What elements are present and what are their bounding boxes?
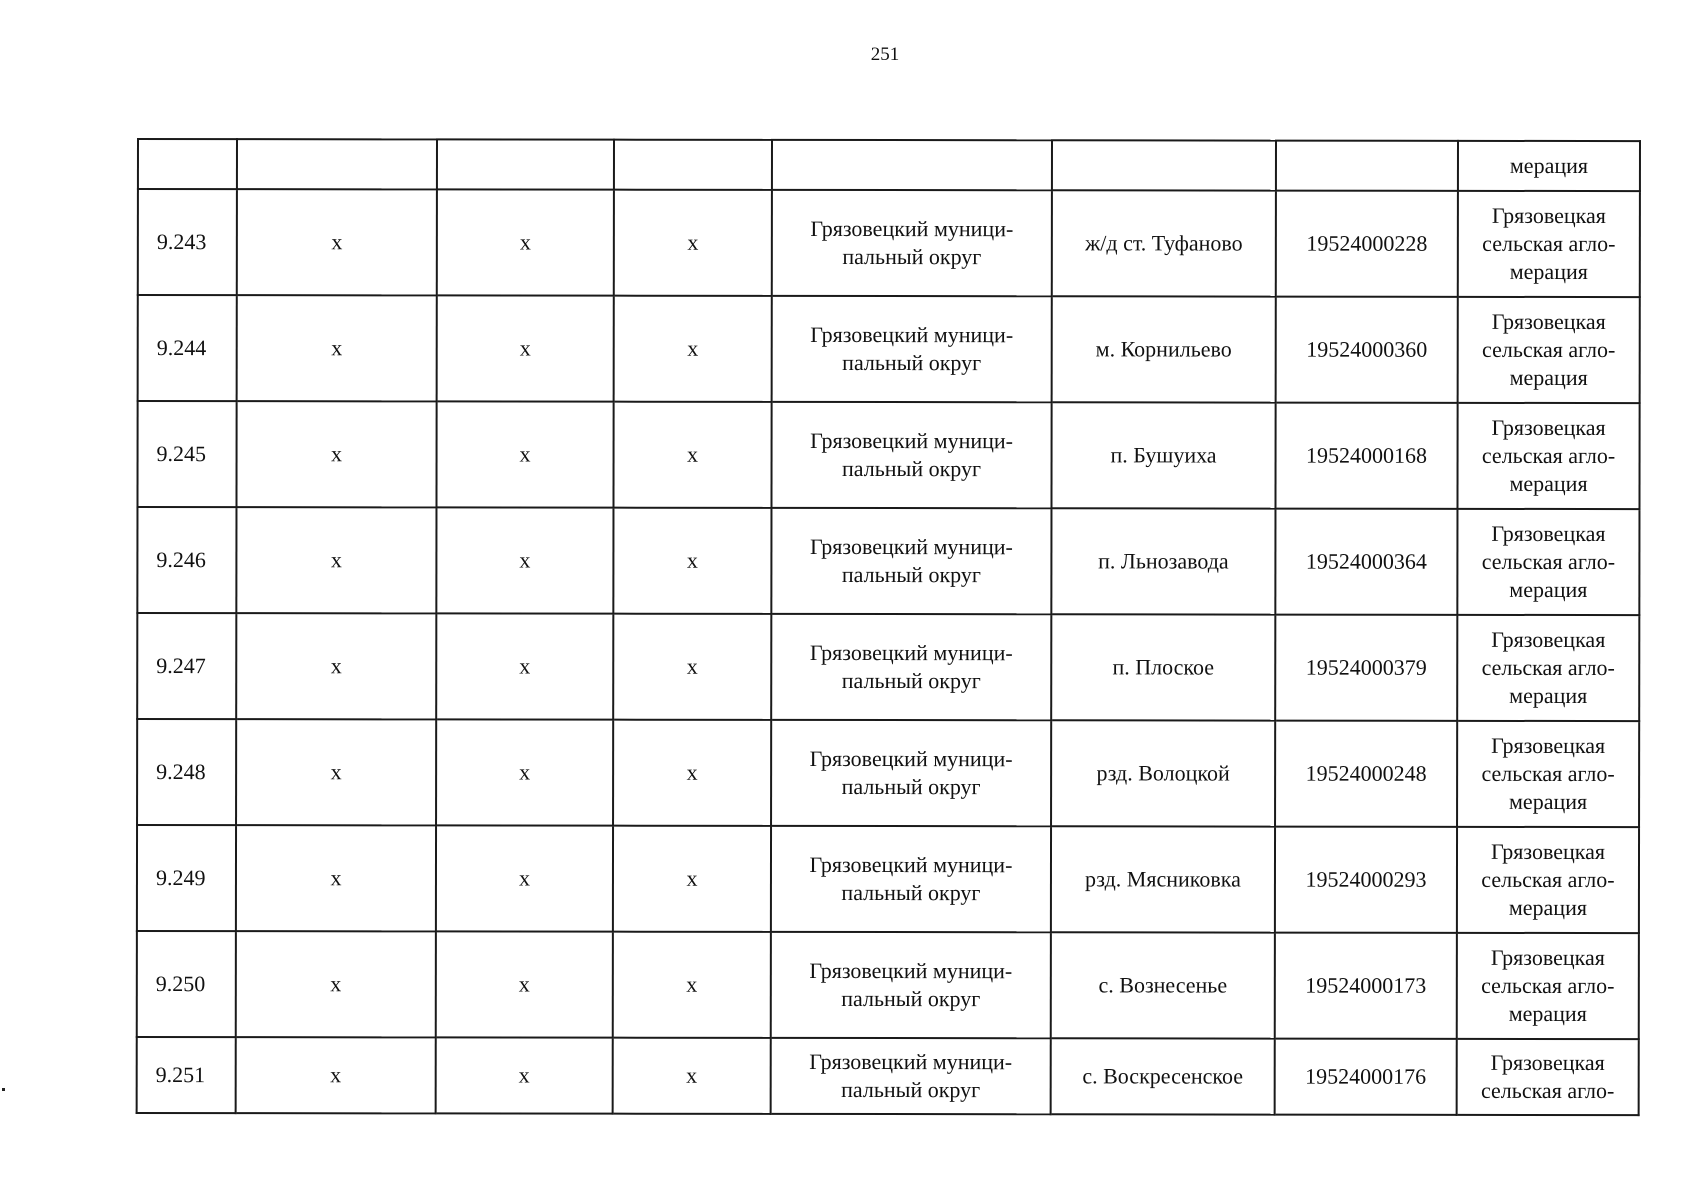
district-cell: Грязовецкий муници-пальный округ <box>771 402 1051 508</box>
code-cell: 19524000364 <box>1275 509 1457 615</box>
mark-cell: х <box>236 401 436 507</box>
district-cell: Грязовецкий муници-пальный округ <box>772 190 1052 296</box>
agglomeration-cell: Грязовецкая сельская агло- <box>1457 1039 1639 1115</box>
table-row <box>138 189 1640 297</box>
locality-cell: п. Льнозавода <box>1051 508 1275 614</box>
table-cell-empty <box>1052 140 1276 190</box>
row-number-cell: 9.243 <box>138 189 237 295</box>
mark-cell: х <box>437 295 614 401</box>
district-cell: Грязовецкий муници-пальный округ <box>771 508 1051 614</box>
agglomeration-cell: Грязовецкая сельская агло-мерация <box>1457 933 1639 1039</box>
mark-cell: х <box>436 931 613 1037</box>
row-number-cell: 9.246 <box>137 507 236 613</box>
scan-speck <box>2 1088 5 1091</box>
district-cell: Грязовецкий муници-пальный округ <box>771 932 1051 1038</box>
locality-cell: с. Вознесенье <box>1051 932 1275 1038</box>
code-cell: 19524000360 <box>1276 297 1458 403</box>
mark-cell: х <box>436 825 613 931</box>
agglomeration-cell: Грязовецкая сельская агло-мерация <box>1457 509 1639 615</box>
table-cell-empty <box>614 140 772 190</box>
row-number-cell: 9.247 <box>137 613 236 719</box>
locality-cell: п. Бушуиха <box>1051 402 1275 508</box>
agglomeration-cell: Грязовецкая сельская агло-мерация <box>1457 721 1639 827</box>
mark-cell: х <box>613 720 771 826</box>
mark-cell: х <box>436 507 613 613</box>
page-number: 251 <box>870 44 900 65</box>
code-cell: 19524000173 <box>1275 933 1457 1039</box>
table-row <box>137 931 1639 1039</box>
table-cell-empty <box>138 139 237 189</box>
mark-cell: х <box>613 932 771 1038</box>
table-cell-empty <box>1276 141 1458 191</box>
row-number-cell: 9.248 <box>137 719 236 825</box>
table-row <box>137 1037 1639 1115</box>
row-number-cell: 9.251 <box>137 1037 236 1113</box>
row-number-cell: 9.244 <box>138 295 237 401</box>
agglomeration-cell: Грязовецкая сельская агло-мерация <box>1458 297 1640 403</box>
mark-cell: х <box>613 402 771 508</box>
mark-cell: х <box>613 826 771 932</box>
locality-cell: рзд. Волоцкой <box>1051 720 1275 826</box>
row-number-cell: 9.245 <box>137 401 236 507</box>
locality-cell: ж/д ст. Туфаново <box>1052 190 1276 296</box>
code-cell: 19524000228 <box>1276 191 1458 297</box>
table-cell-empty <box>237 139 437 189</box>
district-cell: Грязовецкий муници-пальный округ <box>771 1038 1051 1114</box>
mark-cell: х <box>436 401 613 507</box>
table-cell-empty <box>437 139 614 189</box>
mark-cell: х <box>236 825 436 931</box>
locality-cell: м. Корнильево <box>1052 296 1276 402</box>
table-row <box>138 295 1640 403</box>
code-cell: 19524000168 <box>1275 403 1457 509</box>
mark-cell: х <box>237 189 437 295</box>
row-number-cell: 9.249 <box>137 825 236 931</box>
mark-cell: х <box>613 508 771 614</box>
mark-cell: х <box>236 507 436 613</box>
row-number-cell: 9.250 <box>137 931 236 1037</box>
locality-cell: с. Воскресенское <box>1051 1038 1275 1114</box>
mark-cell: х <box>613 614 771 720</box>
table-cell-empty <box>772 140 1052 190</box>
agglomeration-cell: Грязовецкая сельская агло-мерация <box>1457 403 1639 509</box>
agglomeration-cell: мерация <box>1458 141 1640 191</box>
table-row <box>137 613 1639 721</box>
table-row <box>137 507 1639 615</box>
district-cell: Грязовецкий муници-пальный округ <box>771 720 1051 826</box>
locality-cell: п. Плоское <box>1051 614 1275 720</box>
mark-cell: х <box>237 295 437 401</box>
code-cell: 19524000176 <box>1275 1039 1457 1115</box>
mark-cell: х <box>236 613 436 719</box>
mark-cell: х <box>236 1037 436 1113</box>
agglomeration-cell: Грязовецкая сельская агло-мерация <box>1457 827 1639 933</box>
mark-cell: х <box>236 719 436 825</box>
code-cell: 19524000248 <box>1275 721 1457 827</box>
mark-cell: х <box>614 190 772 296</box>
district-cell: Грязовецкий муници-пальный округ <box>771 614 1051 720</box>
table-continuation-row <box>138 139 1640 191</box>
mark-cell: х <box>614 296 772 402</box>
code-cell: 19524000379 <box>1275 615 1457 721</box>
locality-cell: рзд. Мясниковка <box>1051 826 1275 932</box>
table-row <box>137 719 1639 827</box>
mark-cell: х <box>236 931 436 1037</box>
table-row <box>137 401 1639 509</box>
agglomeration-cell: Грязовецкая сельская агло-мерация <box>1457 615 1639 721</box>
district-cell: Грязовецкий муници-пальный округ <box>772 296 1052 402</box>
mark-cell: х <box>436 719 613 825</box>
table-row <box>137 825 1639 933</box>
mark-cell: х <box>437 189 614 295</box>
mark-cell: х <box>436 613 613 719</box>
mark-cell: х <box>436 1037 613 1113</box>
code-cell: 19524000293 <box>1275 827 1457 933</box>
agglomeration-cell: Грязовецкая сельская агло-мерация <box>1458 191 1640 297</box>
mark-cell: х <box>613 1038 771 1114</box>
district-cell: Грязовецкий муници-пальный округ <box>771 826 1051 932</box>
data-table <box>136 138 1641 1116</box>
